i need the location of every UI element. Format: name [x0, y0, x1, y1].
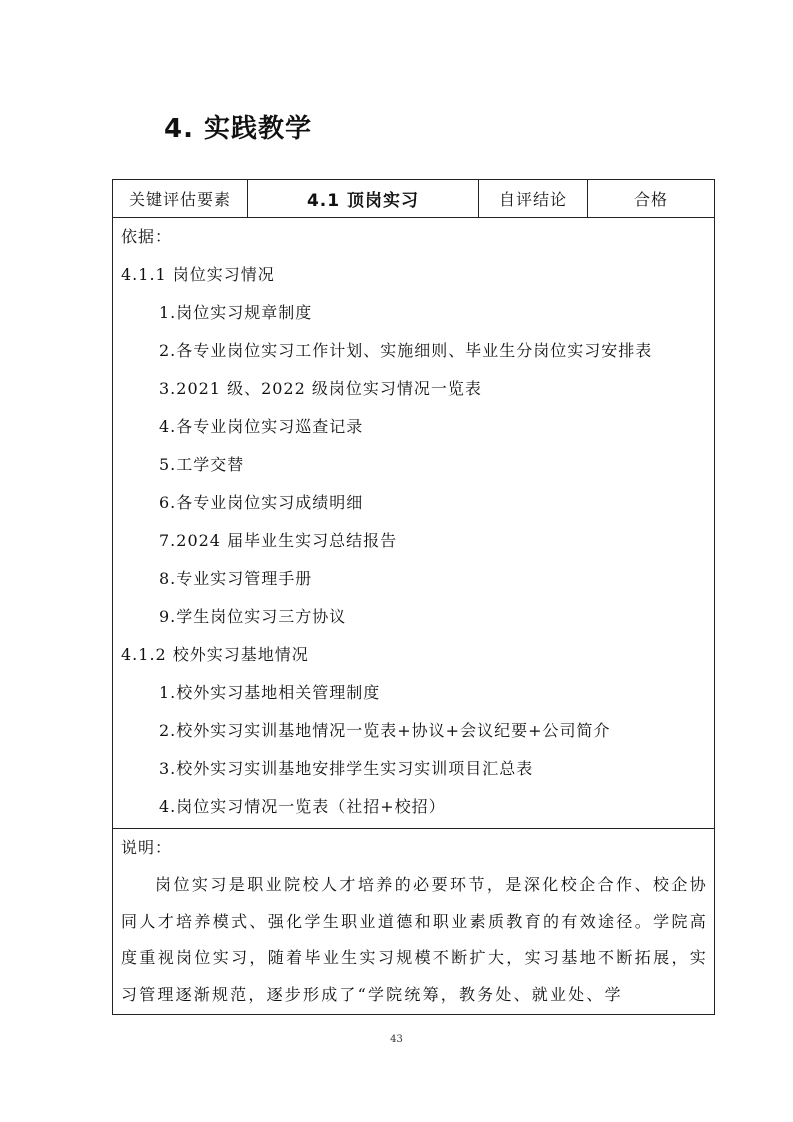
basis-list-item: 1.岗位实习规章制度 [159, 303, 313, 322]
basis-section-heading: 4.1.1 岗位实习情况 [121, 265, 275, 284]
basis-label: 依据： [121, 227, 173, 246]
basis-list-item: 1.校外实习基地相关管理制度 [159, 683, 381, 702]
section-heading: 4. 实践教学 [164, 114, 313, 144]
self-eval-value: 合格 [588, 180, 715, 218]
basis-list-item: 4.各专业岗位实习巡查记录 [159, 417, 364, 436]
basis-list-item: 2.各专业岗位实习工作计划、实施细则、毕业生分岗位实习安排表 [159, 341, 653, 360]
page-number: 43 [390, 1034, 403, 1045]
explanation-paragraph: 岗位实习是职业院校人才培养的必要环节，是深化校企合作、校企协同人才培养模式、强化学生职业道德和职业素质教育的有效途径。学院高度重视岗位实习，随着毕业生实习规模不断扩大，实习基地不断拓展，实习管理逐渐规范，逐步形成了“学院统筹，教务处、就业处、学 [121, 875, 708, 1004]
basis-section-heading: 4.1.2 校外实习基地情况 [121, 645, 309, 664]
basis-list-item: 5.工学交替 [159, 455, 245, 474]
basis-row [113, 218, 715, 829]
explanation-row [113, 829, 715, 1015]
basis-list-item: 3.校外实习实训基地安排学生实习实训项目汇总表 [159, 759, 534, 778]
evaluation-table [112, 179, 715, 1015]
explanation-label: 说明： [121, 838, 173, 857]
self-eval-label: 自评结论 [479, 180, 588, 218]
basis-list-item: 6.各专业岗位实习成绩明细 [159, 493, 364, 512]
explanation-cell [113, 829, 715, 1015]
basis-list-item: 2.校外实习实训基地情况一览表+协议+会议纪要+公司简介 [159, 721, 611, 740]
basis-list-item: 8.专业实习管理手册 [159, 569, 313, 588]
basis-list-item: 3.2021 级、2022 级岗位实习情况一览表 [159, 379, 482, 398]
item-title: 4.1 顶岗实习 [248, 180, 479, 218]
basis-list [113, 218, 714, 826]
table-header-row [113, 180, 715, 218]
key-element-label: 关键评估要素 [113, 180, 248, 218]
basis-list-item: 9.学生岗位实习三方协议 [159, 607, 347, 626]
basis-list-item: 4.岗位实习情况一览表（社招+校招） [159, 797, 446, 816]
basis-list-item: 7.2024 届毕业生实习总结报告 [159, 531, 398, 550]
basis-cell [113, 218, 715, 829]
